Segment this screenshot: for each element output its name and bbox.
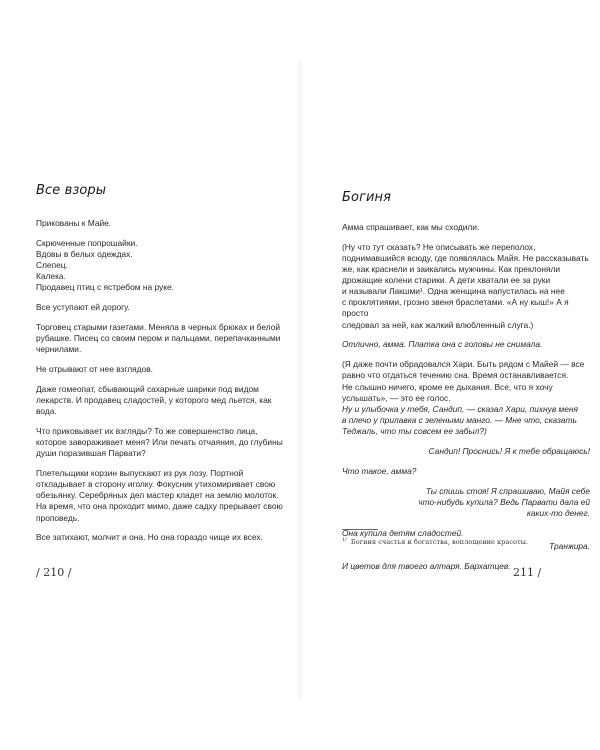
right-page-title: Богиня: [342, 190, 392, 205]
paragraph: (Ну что тут сказать? Не описывать же переполох, поднимавшийся всюду, где появлялась Майя. Не рассказывать же, как краснели и заикались мужчины. Как преклоняли дрожащие колени старики. А дети хватали ее за руки и называли Лакшми¹. Одна женщина напустилась на нее с проклятиями, грозно звеня браслетами. «А ну кыш!» А я просто следовал за ней, как жалкий влюбленный слуга.): [342, 241, 589, 330]
paragraph: Даже гомеопат, сбывающий сахарные шарики под видом лекарств. И продавец сладостей, у которого мед льется, как вода.: [36, 384, 272, 417]
paragraph: Все уступают ей дорогу.: [36, 302, 130, 313]
paragraph: Прикованы к Майе.: [36, 218, 112, 228]
right-page: [300, 0, 600, 750]
dialogue-line: Что такое, амма?: [342, 465, 417, 476]
paragraph: Отлично, амма. Платка она с головы не снимала.: [342, 339, 543, 350]
paragraph: Не отрывают от нее взглядов.: [36, 364, 154, 375]
footnote-rule: [342, 529, 378, 530]
dialogue-line: И цветов для твоего алтаря. Бархатцев.: [342, 560, 511, 571]
right-page-body: [342, 222, 590, 581]
dialogue-line: Ты спишь стоя! Я спрашиваю, Майя себе что-нибудь купила? Ведь Парвати дала ей каких-то денег.: [418, 485, 590, 518]
paragraph: Амма спрашивает, как мы сходили.: [342, 222, 480, 232]
paragraph: Все затихают, молчит и она. Но она гораздо чище их всех.: [36, 532, 263, 543]
dialogue-line: Сандип! Проснись! Я к тебе обращаюсь!: [428, 445, 590, 456]
paragraph: Плетельщики корзин выпускают из рук лозу. Портной откладывает в сторону иголку. Фокусник утихомиривает свою обезьянку. Серебряных дел мастер кладет на землю молоток. На время, что она проходит мимо, даже садху прерывает свою проповедь.: [36, 468, 283, 523]
right-page-number: 211 /: [513, 566, 542, 579]
footnote: [342, 537, 528, 546]
left-page-title: Все взоры: [36, 183, 107, 198]
paragraph: Что приковывает их взгляды? То же совершенство лица, которое завораживает меня? Или печать отчаяния, до глубины души поразившая Парвати?: [36, 426, 283, 459]
dialogue-line: Она купила детям сладостей.: [342, 527, 464, 538]
paragraph: Скрюченные попрошайки. Вдовы в белых одеждах. Слепец. Калека. Продавец птиц с ястребом на руке.: [36, 237, 174, 293]
left-page-number: / 210 /: [36, 566, 72, 579]
paragraph: Торговец старыми газетами. Меняла в черных брюках и белой рубашке. Писец со своим пером и пальцами, перепачканными чернилами.: [36, 322, 281, 355]
footnote-marker: 1/: [342, 537, 347, 543]
footnote-text: Богиня счастья и богатства, воплощение красоты.: [350, 538, 528, 547]
dialogue-line: Транжира.: [549, 540, 590, 551]
paragraph: (Я даже почти обрадовался Хари. Быть рядом с Майей — все равно что отдаться течению сна. Время останавливается. Не слышно ничего, кроме ее дыхания. Все, что я хочу услышать», — это ее голос. Ну и улыбочка у тебя, Сандип, — сказал Хари, пихнув меня в плечо у прилавка с зелеными манго. — Мне что, сказать Теджаль, что ты совсем ее забыл?): [342, 359, 585, 436]
left-page-body: [36, 218, 286, 552]
